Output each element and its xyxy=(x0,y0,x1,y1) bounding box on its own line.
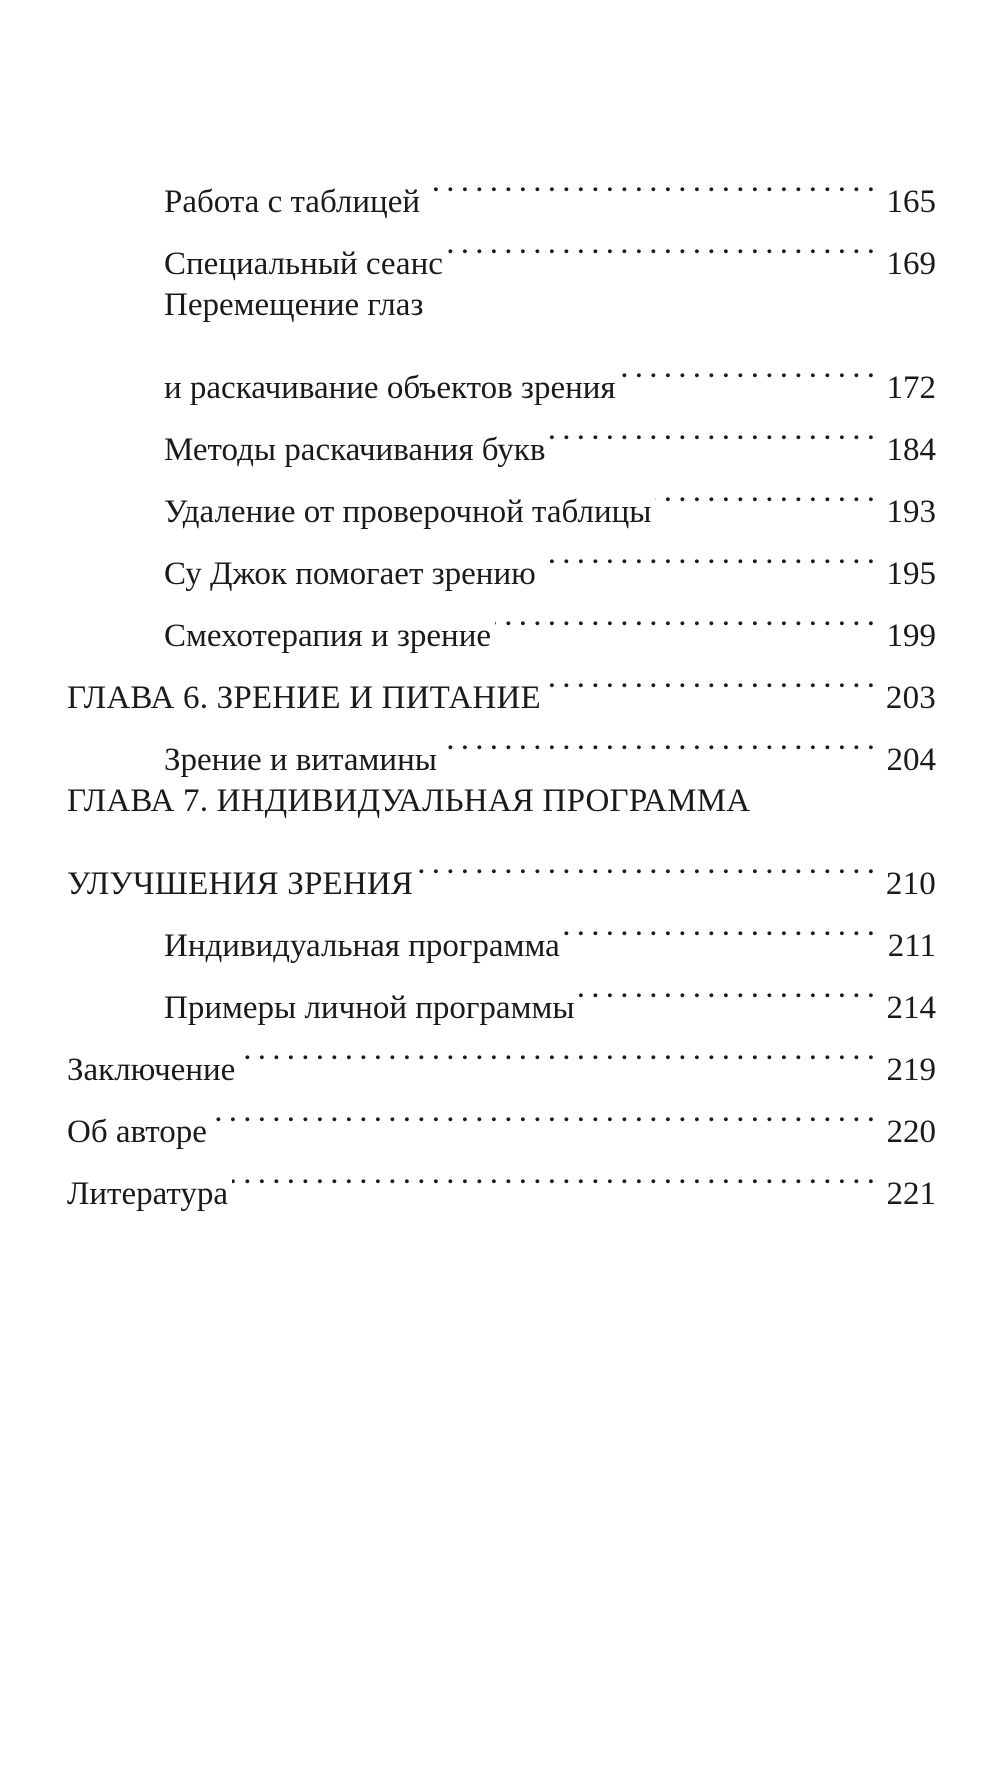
toc-entry-page: 219 xyxy=(886,1052,936,1088)
dot-leader xyxy=(540,522,874,584)
toc-entry-page: 193 xyxy=(886,494,936,530)
toc-chapter-title: ГЛАВА 7. ИНДИВИДУАЛЬНАЯ ПРОГРАММА xyxy=(67,783,751,819)
toc-entry[interactable] xyxy=(0,398,1000,468)
toc-entry-continued[interactable] xyxy=(0,274,1000,336)
toc-entry-page: 220 xyxy=(886,1114,936,1150)
dot-leader xyxy=(211,1080,874,1142)
toc-entry[interactable] xyxy=(0,956,1000,1026)
toc-entry-page: 195 xyxy=(886,556,936,592)
toc-entry-page: 210 xyxy=(885,866,936,902)
dot-leader xyxy=(655,460,874,522)
toc-entry-page: 221 xyxy=(886,1176,936,1212)
dot-leader xyxy=(495,584,874,646)
dot-leader xyxy=(579,956,874,1018)
toc-entry[interactable] xyxy=(0,336,1000,406)
toc-entry[interactable] xyxy=(0,1080,1000,1150)
toc-entry[interactable] xyxy=(0,460,1000,530)
toc-entry-page: 203 xyxy=(885,680,936,716)
toc-entry-title: Удаление от проверочной таблицы xyxy=(164,494,652,530)
toc-entry-page: 165 xyxy=(886,184,936,220)
toc-entry-title: Работа с таблицей xyxy=(164,184,421,220)
dot-leader xyxy=(417,832,874,894)
toc-chapter-continued[interactable] xyxy=(0,770,1000,832)
dot-leader xyxy=(447,212,874,274)
toc-entry-title: Индивидуальная программа xyxy=(164,928,560,964)
toc-entry-page: 169 xyxy=(886,246,936,282)
toc-entry-page: 204 xyxy=(886,742,936,778)
toc-entry-page: 214 xyxy=(886,990,936,1026)
dot-leader xyxy=(549,398,874,460)
dot-leader xyxy=(232,1142,874,1204)
toc-entry-title: Заключение xyxy=(67,1052,236,1088)
toc-entry-title: Зрение и витамины xyxy=(164,742,437,778)
toc-chapter-title: УЛУЧШЕНИЯ ЗРЕНИЯ xyxy=(67,866,414,902)
dot-leader xyxy=(239,1018,874,1080)
toc-entry-title: Примеры личной программы xyxy=(164,990,575,1026)
toc-entry-page: 172 xyxy=(886,370,936,406)
toc-entry-title: Специальный сеанс xyxy=(164,246,443,282)
toc-entry[interactable] xyxy=(0,212,1000,282)
toc-entry-title: и раскачивание объектов зрения xyxy=(164,370,616,406)
toc-entry[interactable] xyxy=(0,1142,1000,1212)
toc-entry-title: Литература xyxy=(67,1176,229,1212)
toc-entry-title: Су Джок помогает зрению xyxy=(164,556,536,592)
dot-leader xyxy=(424,150,874,212)
toc-chapter[interactable] xyxy=(0,646,1000,716)
toc-entry[interactable] xyxy=(0,150,1000,220)
toc-entry[interactable] xyxy=(0,522,1000,592)
toc-entry[interactable] xyxy=(0,894,1000,964)
toc-entry-title: Перемещение глаз xyxy=(164,287,424,323)
dot-leader xyxy=(564,894,874,956)
toc-entry[interactable] xyxy=(0,584,1000,654)
dot-leader xyxy=(545,646,874,708)
dot-leader xyxy=(441,708,874,770)
dot-leader xyxy=(620,336,874,398)
toc-entry-title: Об авторе xyxy=(67,1114,207,1150)
toc-entry-page: 184 xyxy=(886,432,936,468)
toc-chapter[interactable] xyxy=(0,832,1000,902)
toc-chapter-title: ГЛАВА 6. ЗРЕНИЕ И ПИТАНИЕ xyxy=(67,680,541,716)
toc-entry[interactable] xyxy=(0,1018,1000,1088)
toc-entry-page: 211 xyxy=(887,928,936,964)
toc-entry[interactable] xyxy=(0,708,1000,778)
toc-entry-title: Смехотерапия и зрение xyxy=(164,618,492,654)
toc-entry-title: Методы раскачивания букв xyxy=(164,432,546,468)
toc-entry-page: 199 xyxy=(886,618,936,654)
